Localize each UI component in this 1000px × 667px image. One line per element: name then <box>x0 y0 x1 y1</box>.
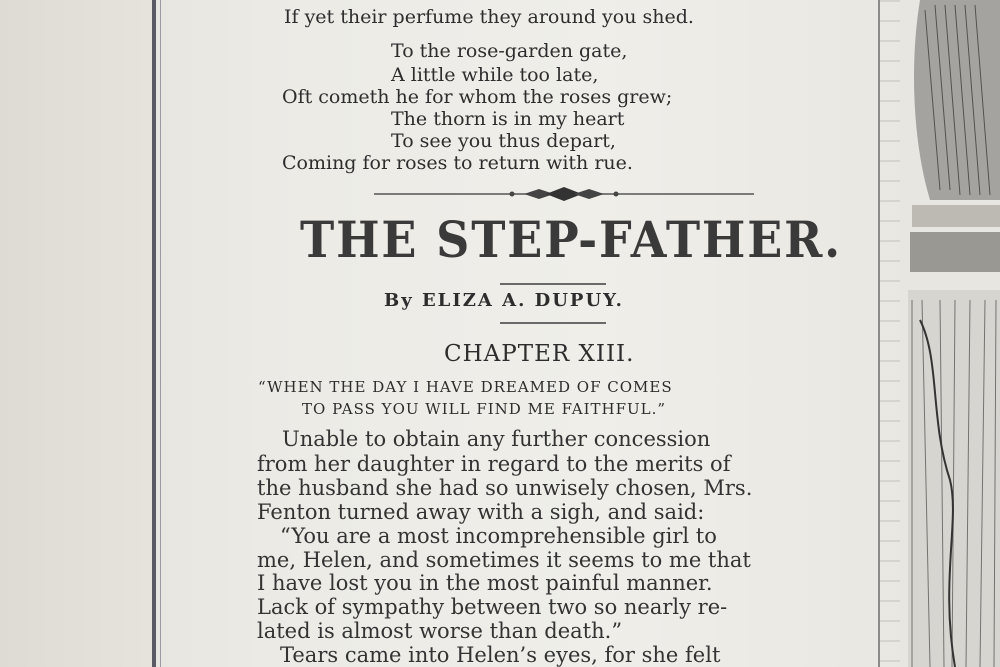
left-page-margin <box>0 0 152 667</box>
body-line-9: lated is almost worse than death.” <box>257 619 623 643</box>
body-line-2: from her daughter in regard to the merits of <box>257 452 731 476</box>
left-border-rule-thin <box>160 0 161 667</box>
ornamental-divider <box>374 185 754 203</box>
body-line-7: I have lost you in the most painful manner. <box>257 571 713 595</box>
engraving-illustration <box>900 0 1000 667</box>
epigraph-line-1: “WHEN THE DAY I HAVE DREAMED OF COMES <box>258 378 673 396</box>
body-line-5: “You are a most incomprehensible girl to <box>280 524 717 548</box>
poem-line-5: The thorn is in my heart <box>391 108 625 130</box>
body-line-3: the husband she had so unwisely chosen, Mrs. <box>257 476 753 500</box>
poem-line-7: Coming for roses to return with rue. <box>282 152 633 174</box>
body-line-8: Lack of sympathy between two so nearly re- <box>257 595 728 619</box>
poem-line-6: To see you thus depart, <box>391 130 616 152</box>
poem-line-1: If yet their perfume they around you shed. <box>284 6 694 28</box>
story-title: THE STEP-FATHER. <box>300 210 843 269</box>
title-underline <box>500 283 606 285</box>
epigraph-line-2: TO PASS YOU WILL FIND ME FAITHFUL.” <box>302 400 667 418</box>
poem-line-3: A little while too late, <box>391 64 599 86</box>
body-line-1: Unable to obtain any further concession <box>282 427 711 451</box>
story-byline: By ELIZA A. DUPUY. <box>384 290 624 311</box>
left-border-rule <box>152 0 156 667</box>
poem-line-4: Oft cometh he for whom the roses grew; <box>282 86 673 108</box>
chapter-heading: CHAPTER XIII. <box>444 341 635 367</box>
body-line-4: Fenton turned away with a sigh, and said: <box>257 500 705 524</box>
poem-line-2: To the rose-garden gate, <box>391 40 628 62</box>
adjacent-column-bleed <box>880 0 900 667</box>
byline-underline <box>500 322 606 324</box>
body-line-6: me, Helen, and sometimes it seems to me that <box>257 548 751 572</box>
body-line-10: Tears came into Helen’s eyes, for she felt <box>280 643 721 667</box>
